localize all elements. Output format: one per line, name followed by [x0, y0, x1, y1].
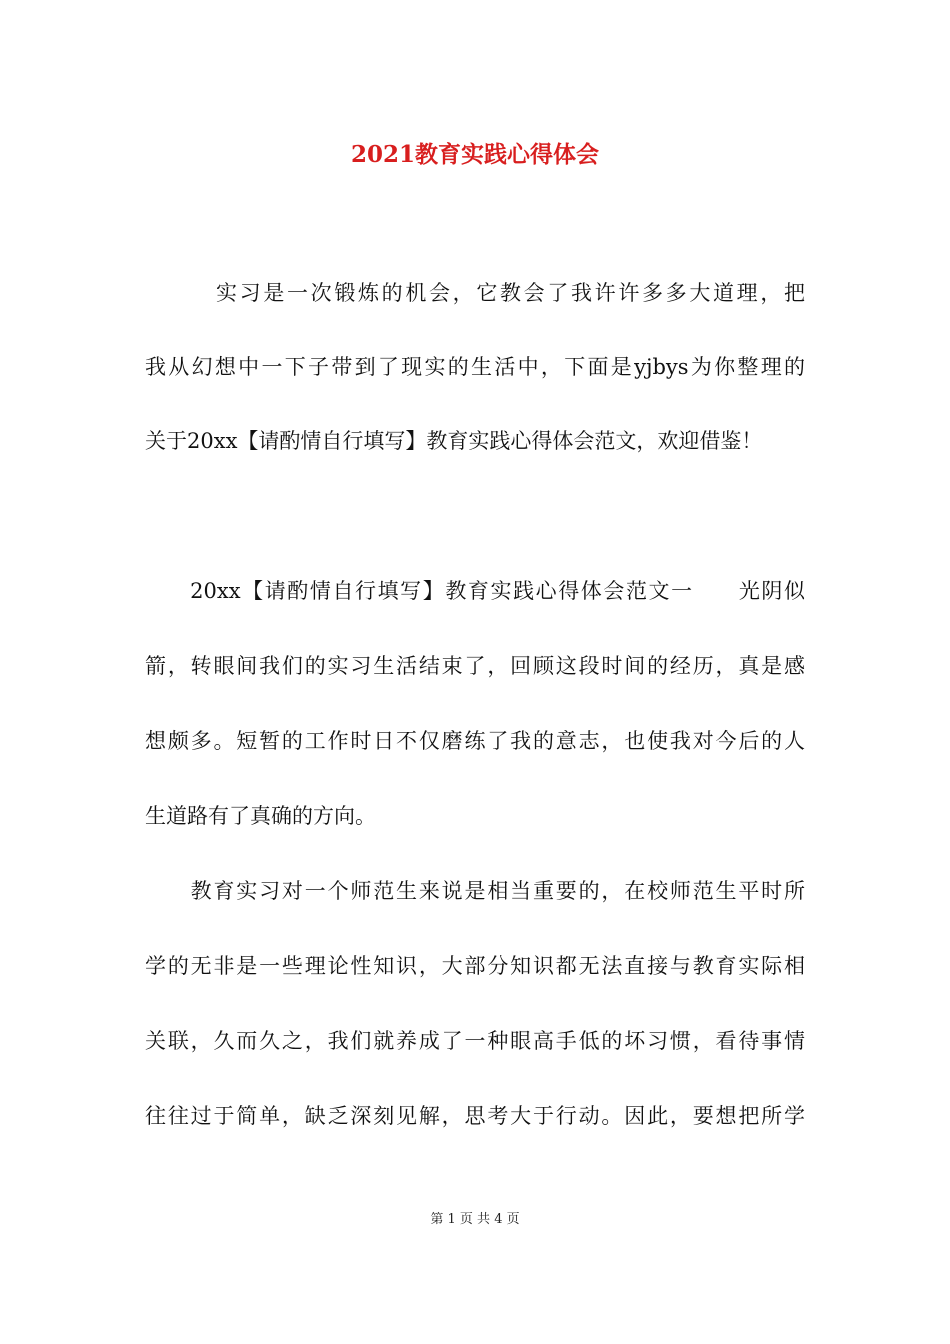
paragraph-3-line-4: 往往过于简单，缺乏深刻见解，思考大于行动。因此，要想把所学 [145, 1104, 805, 1128]
paragraph-3-line-2: 学的无非是一些理论性知识，大部分知识都无法直接与教育实际相 [145, 954, 805, 978]
paragraph-3-line-1: 教育实习对一个师范生来说是相当重要的，在校师范生平时所 [145, 879, 805, 903]
paragraph-1-line-3: 关于20xx【请酌情自行填写】教育实践心得体会范文，欢迎借鉴！ [145, 429, 763, 453]
paragraph-2-line-2: 箭，转眼间我们的实习生活结束了，回顾这段时间的经历，真是感 [145, 654, 805, 678]
paragraph-1-line-1: 实习是一次锻炼的机会，它教会了我许许多多大道理，把 [145, 281, 805, 305]
document-title: 2021教育实践心得体会 [350, 141, 599, 168]
paragraph-2-line-3: 想颇多。短暂的工作时日不仅磨练了我的意志，也使我对今后的人 [145, 729, 805, 753]
paragraph-2-line-1: 20xx【请酌情自行填写】教育实践心得体会范文一 光阴似 [145, 579, 805, 603]
paragraph-1-line-2: 我从幻想中一下子带到了现实的生活中，下面是yjbys为你整理的 [145, 355, 805, 379]
page-footer: 第 1 页 共 4 页 [430, 1212, 520, 1227]
paragraph-3-line-3: 关联，久而久之，我们就养成了一种眼高手低的坏习惯，看待事情 [145, 1029, 805, 1053]
paragraph-2-line-4: 生道路有了真确的方向。 [145, 804, 376, 828]
